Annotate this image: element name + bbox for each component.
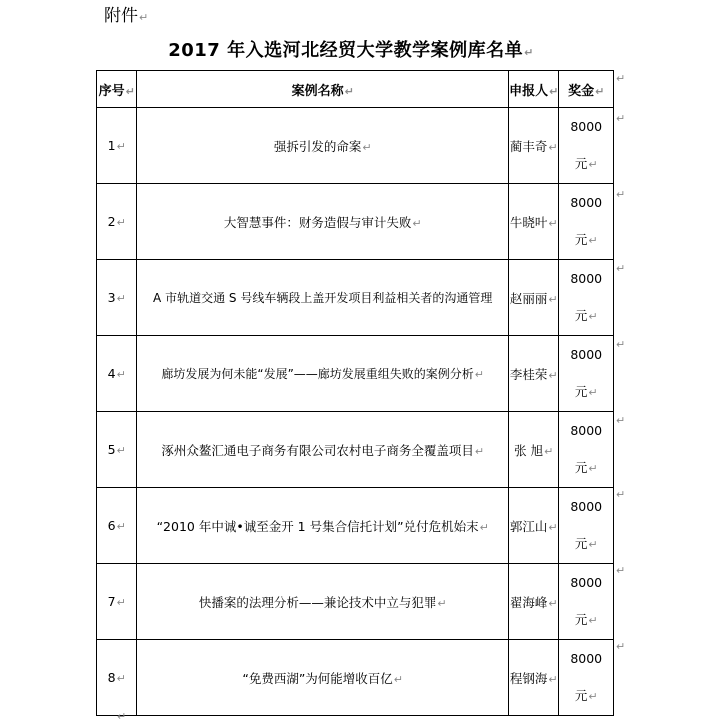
row-prize: 8000 元↵ — [559, 640, 614, 716]
table-row — [97, 336, 614, 412]
row-prize: 8000 元↵ — [559, 412, 614, 488]
row-no: 2↵ — [97, 184, 137, 260]
row-end-mark-icon: ↵ — [616, 72, 626, 85]
row-applicant: 蔺丰奇↵ — [508, 108, 558, 184]
row-prize: 8000 元↵ — [559, 564, 614, 640]
row-no: 8↵ — [97, 640, 137, 716]
row-applicant: 翟海峰↵ — [508, 564, 558, 640]
row-case-name: 快播案的法理分析——兼论技术中立与犯罪↵ — [137, 564, 509, 640]
row-applicant: 牛晓叶↵ — [508, 184, 558, 260]
table-row — [97, 412, 614, 488]
row-end-mark-icon: ↵ — [616, 564, 626, 577]
row-applicant: 赵丽丽↵ — [508, 260, 558, 336]
row-end-mark-icon: ↵ — [616, 188, 626, 201]
row-applicant: 郭江山↵ — [508, 488, 558, 564]
table-row — [97, 260, 614, 336]
row-end-mark-icon: ↵ — [616, 414, 626, 427]
row-case-name: “2010 年中诚•诚至金开 1 号集合信托计划”兑付危机始末↵ — [137, 488, 509, 564]
row-end-mark-icon: ↵ — [616, 112, 626, 125]
case-list-table — [96, 70, 614, 716]
row-end-mark-icon: ↵ — [616, 640, 626, 653]
document-title: 2017 年入选河北经贸大学教学案例库名单↵ — [168, 40, 534, 61]
row-case-name: 涿州众鳌汇通电子商务有限公司农村电子商务全覆盖项目↵ — [137, 412, 509, 488]
row-case-name: “免费西湖”为何能增收百亿↵ — [137, 640, 509, 716]
header-prize: 奖金↵ — [559, 71, 614, 108]
paragraph-mark-icon: ↵ — [524, 46, 534, 59]
row-no: 3↵ — [97, 260, 137, 336]
header-no: 序号↵ — [97, 71, 137, 108]
table-row — [97, 488, 614, 564]
row-no: 5↵ — [97, 412, 137, 488]
row-applicant: 李桂荣↵ — [508, 336, 558, 412]
row-no: 4↵ — [97, 336, 137, 412]
row-applicant: 程钢海↵ — [508, 640, 558, 716]
row-case-name: 廊坊发展为何未能“发展”——廊坊发展重组失败的案例分析↵ — [137, 336, 509, 412]
row-case-name: 大智慧事件：财务造假与审计失败↵ — [137, 184, 509, 260]
table-row — [97, 184, 614, 260]
header-case-name: 案例名称↵ — [137, 71, 509, 108]
row-no: 6↵ — [97, 488, 137, 564]
table-row — [97, 564, 614, 640]
row-end-mark-icon: ↵ — [616, 338, 626, 351]
row-no: 7↵ — [97, 564, 137, 640]
row-end-mark-icon: ↵ — [616, 488, 626, 501]
attachment-label: 附件↵ — [104, 6, 149, 26]
table-row — [97, 108, 614, 184]
row-prize: 8000 元↵ — [559, 488, 614, 564]
row-case-name: A 市轨道交通 S 号线车辆段上盖开发项目利益相关者的沟通管理 — [137, 260, 509, 336]
row-prize: 8000 元↵ — [559, 336, 614, 412]
paragraph-mark-icon: ↵ — [117, 710, 127, 723]
table-header-row — [97, 71, 614, 108]
row-prize: 8000 元↵ — [559, 260, 614, 336]
row-prize: 8000 元↵ — [559, 108, 614, 184]
row-applicant: 张 旭↵ — [508, 412, 558, 488]
row-case-name: 强拆引发的命案↵ — [137, 108, 509, 184]
row-prize: 8000 元↵ — [559, 184, 614, 260]
row-end-mark-icon: ↵ — [616, 262, 626, 275]
table-row — [97, 640, 614, 716]
header-applicant: 申报人↵ — [508, 71, 558, 108]
paragraph-mark-icon: ↵ — [139, 11, 149, 24]
row-no: 1↵ — [97, 108, 137, 184]
